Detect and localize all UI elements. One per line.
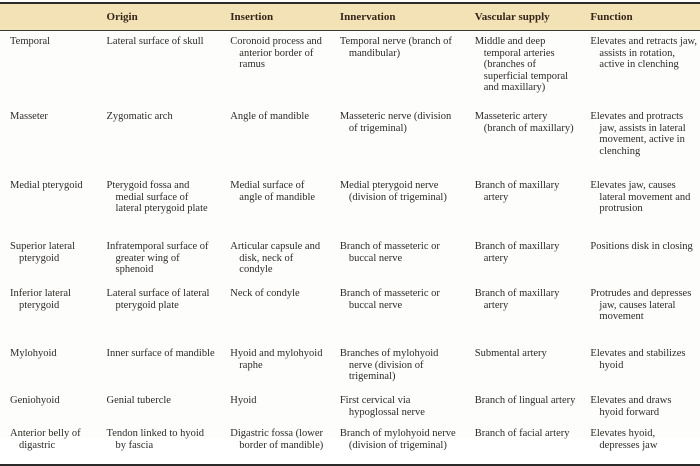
- cell-text: Middle and deep temporal arteries (branches of superficial temporal and maxillary): [474, 36, 569, 94]
- cell-text: Angle of mandible: [230, 111, 310, 122]
- cell-text: Inner surface of mandible: [106, 348, 215, 359]
- table-cell: [475, 283, 591, 343]
- table-cell: [475, 423, 591, 465]
- cell-text: Elevates hyoid, depresses jaw: [590, 428, 658, 451]
- cell-text: Elevates and protracts jaw, assists in lateral movement, active in clenching: [590, 111, 686, 157]
- table-cell: [230, 343, 340, 390]
- table-cell: [340, 390, 475, 423]
- cell-text: Geniohyoid: [10, 395, 60, 406]
- muscle-name-cell: [0, 423, 107, 465]
- cell-text: Branch of lingual artery: [474, 395, 576, 406]
- table-cell: [590, 106, 700, 175]
- table-cell: [340, 236, 475, 283]
- cell-text: Hyoid: [230, 395, 257, 406]
- table-cell: [107, 175, 231, 236]
- cell-text: Medial surface of angle of mandible: [230, 180, 316, 203]
- cell-text: Branches of mylohyoid nerve (division of trigeminal): [339, 348, 439, 383]
- cell-text: Lateral surface of lateral pterygoid plate: [106, 288, 210, 311]
- cell-text: Superior lateral pterygoid: [10, 241, 76, 264]
- column-header-origin: Origin: [107, 3, 231, 31]
- cell-text: Elevates jaw, causes lateral movement and protrusion: [590, 180, 691, 215]
- cell-text: Elevates and draws hyoid forward: [590, 395, 672, 418]
- table-body: [0, 31, 700, 466]
- table-row: [0, 106, 700, 175]
- muscle-name-cell: [0, 175, 107, 236]
- table-cell: [475, 31, 591, 107]
- cell-text: Branch of facial artery: [474, 428, 570, 439]
- table-cell: [590, 31, 700, 107]
- cell-text: Tendon linked to hyoid by fascia: [106, 428, 205, 451]
- table-cell: [230, 390, 340, 423]
- muscle-name-cell: [0, 31, 107, 107]
- table-cell: [590, 175, 700, 236]
- table-cell: [107, 283, 231, 343]
- cell-text: Hyoid and mylohyoid raphe: [230, 348, 323, 371]
- cell-text: Medial pterygoid: [10, 180, 83, 191]
- cell-text: Genial tubercle: [106, 395, 171, 406]
- table-row: [0, 31, 700, 107]
- table-cell: [340, 423, 475, 465]
- table-cell: [230, 423, 340, 465]
- table-cell: [230, 175, 340, 236]
- cell-text: Positions disk in closing: [590, 241, 693, 252]
- cell-text: Branch of maxillary artery: [474, 180, 560, 203]
- table-cell: [107, 106, 231, 175]
- cell-text: Elevates and stabilizes hyoid: [590, 348, 686, 371]
- table-cell: [230, 283, 340, 343]
- table-cell: [590, 423, 700, 465]
- table-cell: [475, 390, 591, 423]
- table-cell: [340, 31, 475, 107]
- cell-text: Protrudes and depresses jaw, causes lateral movement: [590, 288, 692, 323]
- cell-text: Masseteric artery (branch of maxillary): [474, 111, 574, 134]
- cell-text: Submental artery: [474, 348, 547, 359]
- muscle-name-cell: [0, 106, 107, 175]
- cell-text: Masseteric nerve (division of trigeminal): [339, 111, 452, 134]
- table-cell: [107, 423, 231, 465]
- table-cell: [590, 390, 700, 423]
- column-header-muscle: [0, 3, 107, 31]
- cell-text: Branch of maxillary artery: [474, 241, 560, 264]
- cell-text: Branch of masseteric or buccal nerve: [339, 288, 440, 311]
- table-row: [0, 390, 700, 423]
- cell-text: Digastric fossa (lower border of mandible): [230, 428, 324, 451]
- table-cell: [107, 31, 231, 107]
- table-cell: [590, 283, 700, 343]
- muscle-name-cell: [0, 390, 107, 423]
- cell-text: Inferior lateral pterygoid: [10, 288, 71, 311]
- muscle-name-cell: [0, 236, 107, 283]
- table-cell: [475, 236, 591, 283]
- cell-text: Elevates and retracts jaw, assists in rotation, active in clenching: [590, 36, 698, 71]
- muscle-name-cell: [0, 283, 107, 343]
- cell-text: Zygomatic arch: [106, 111, 173, 122]
- cell-text: Branch of mylohyoid nerve (division of trigeminal): [339, 428, 456, 451]
- table-cell: [230, 106, 340, 175]
- column-header-insertion: Insertion: [230, 3, 340, 31]
- column-header-vascular-supply: Vascular supply: [475, 3, 591, 31]
- cell-text: Articular capsule and disk, neck of condyle: [230, 241, 321, 276]
- table-cell: [590, 236, 700, 283]
- table-cell: [340, 175, 475, 236]
- cell-text: Neck of condyle: [230, 288, 300, 299]
- cell-text: Branch of masseteric or buccal nerve: [339, 241, 440, 264]
- table-cell: [107, 236, 231, 283]
- cell-text: Masseter: [10, 111, 48, 122]
- table-cell: [340, 106, 475, 175]
- table-cell: [475, 343, 591, 390]
- table-row: [0, 283, 700, 343]
- table-cell: [475, 175, 591, 236]
- table-cell: [340, 343, 475, 390]
- column-header-innervation: Innervation: [340, 3, 475, 31]
- table-row: [0, 236, 700, 283]
- cell-text: Branch of maxillary artery: [474, 288, 560, 311]
- cell-text: Pterygoid fossa and medial surface of lateral pterygoid plate: [106, 180, 208, 215]
- table-row: [0, 343, 700, 390]
- cell-text: First cervical via hypoglossal nerve: [339, 395, 425, 418]
- cell-text: Temporal: [10, 36, 51, 47]
- header-row: [0, 3, 700, 31]
- table-cell: [230, 31, 340, 107]
- cell-text: Coronoid process and anterior border of ramus: [230, 36, 322, 71]
- table-row: [0, 423, 700, 465]
- table-cell: [107, 390, 231, 423]
- table-cell: [107, 343, 231, 390]
- cell-text: Anterior belly of digastric: [10, 428, 81, 451]
- table-cell: [475, 106, 591, 175]
- cell-text: Medial pterygoid nerve (division of trigeminal): [339, 180, 447, 203]
- muscle-name-cell: [0, 343, 107, 390]
- cell-text: Temporal nerve (branch of mandibular): [339, 36, 452, 59]
- cell-text: Mylohyoid: [10, 348, 57, 359]
- column-header-function: Function: [590, 3, 700, 31]
- cell-text: Infratemporal surface of greater wing of sphenoid: [106, 241, 209, 276]
- cell-text: Lateral surface of skull: [106, 36, 204, 47]
- table-cell: [590, 343, 700, 390]
- table-cell: [230, 236, 340, 283]
- table-cell: [340, 283, 475, 343]
- table-row: [0, 175, 700, 236]
- muscles-of-mastication-table: [0, 2, 700, 466]
